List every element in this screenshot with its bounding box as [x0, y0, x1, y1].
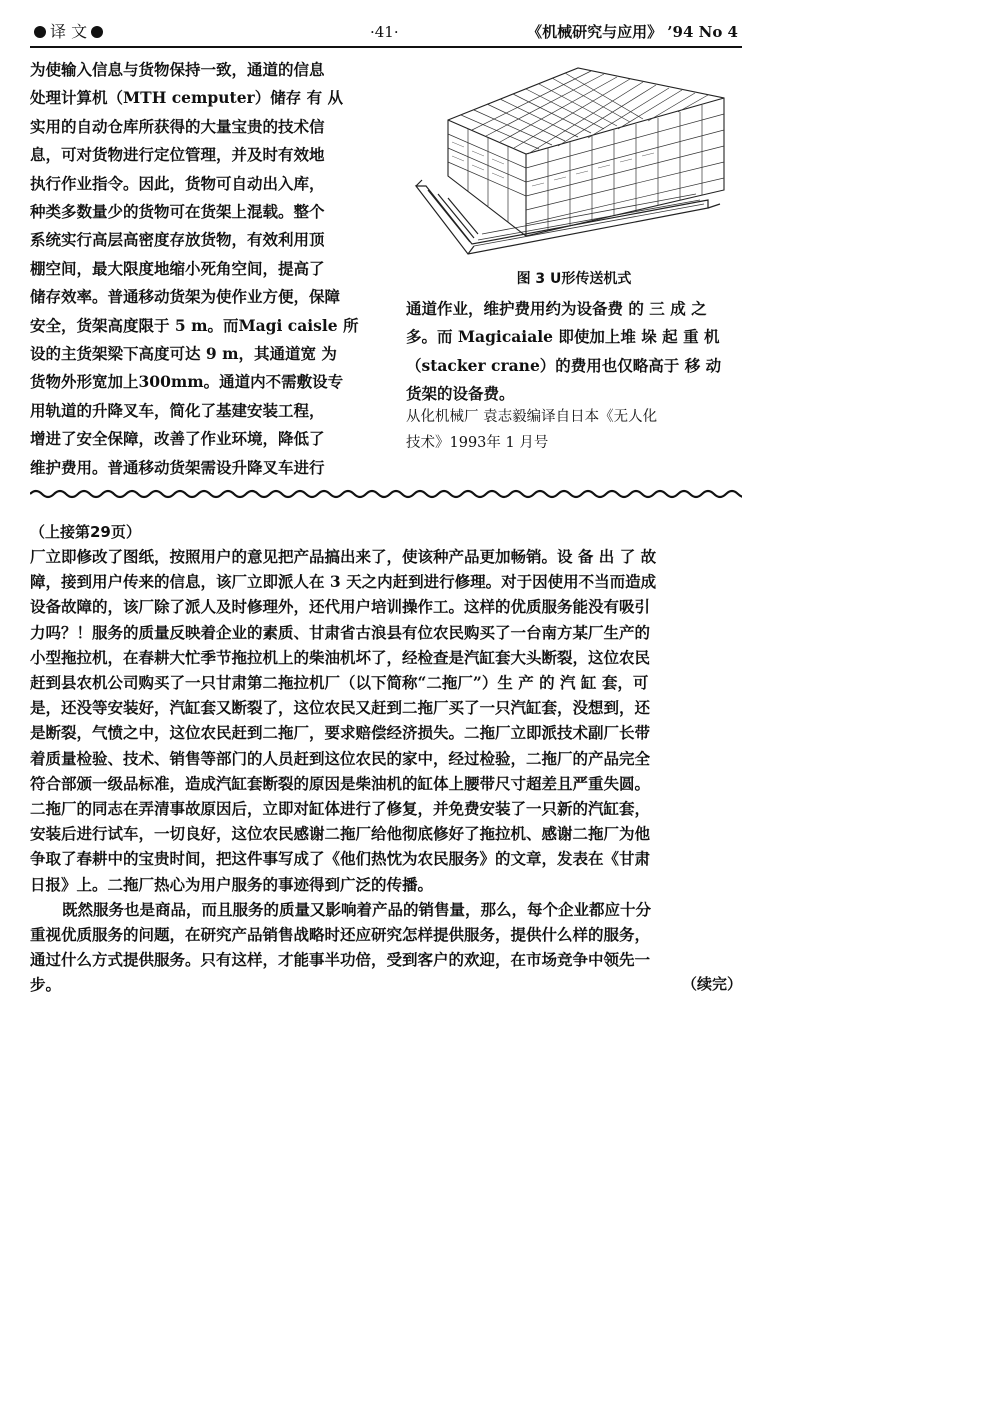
bullet-dot-icon	[34, 26, 46, 38]
journal-title: 《机械研究与应用》 ’94 No 4	[527, 23, 738, 41]
text-line: 执行作业指令。因此，货物可自动出入库，	[30, 173, 325, 193]
section-label	[30, 22, 107, 42]
text-line: 二拖厂的同志在弄清事故原因后，立即对缸体进行了修复，并免费安装了一只新的汽缸套，	[30, 799, 651, 819]
text-line: 既然服务也是商品，而且服务的质量又影响着产品的销售量，那么，每个企业都应十分	[62, 899, 652, 919]
bullet-dot-icon	[91, 26, 103, 38]
continued-heading: （上接第29页）	[30, 523, 141, 541]
text-line: 争取了春耕中的宝贵时间，把这件事写成了《他们热忱为农民服务》的文章，发表在《甘肃	[30, 849, 651, 869]
last-line	[30, 972, 742, 997]
text-line: 增进了安全保障，改善了作业环境，降低了	[30, 429, 325, 449]
text-line: 赶到县农机公司购买了一只甘肃第二拖拉机厂（以下简称“二拖厂”）生 产 的 汽 缸 套，可	[30, 673, 649, 693]
paragraph-2	[30, 897, 742, 998]
continued-article	[30, 520, 742, 998]
text-line: 多。而 Magicaiale 即使加上堆 垛 起 重 机	[406, 327, 720, 347]
warehouse-illustration-icon	[408, 58, 730, 262]
text-line: 是断裂，气愤之中，这位农民赶到二拖厂，要求赔偿经济损失。二拖厂立即派技术副厂长带	[30, 723, 651, 743]
header-rule	[30, 46, 742, 48]
right-column	[406, 295, 742, 409]
text-line: 符合部颁一级品标准，造成汽缸套断裂的原因是柴油机的缸体上腰带尺寸超差且严重失圆。	[30, 773, 651, 793]
text-line: 维护费用。普通移动货架需设升降叉车进行	[30, 457, 325, 477]
text-line: 棚空间，最大限度地缩小死角空间，提高了	[30, 258, 325, 278]
text-line: 力吗？！服务的质量反映着企业的素质、甘肃省古浪县有位农民购买了一台南方某厂生产的	[30, 622, 651, 642]
text-line: 重视优质服务的问题，在研究产品销售战略时还应研究怎样提供服务，提供什么样的服务，	[30, 925, 651, 945]
paragraph-1	[30, 544, 742, 897]
translation-credit	[406, 404, 744, 456]
text-line: 系统实行高层高密度存放货物，有效利用顶	[30, 230, 325, 250]
section-text: 译 文	[50, 22, 88, 41]
text-line: 安全，货架高度限于 5 m。而Magi caisle 所	[30, 315, 359, 335]
text-line: （stacker crane）的费用也仅略高于 移 动	[406, 355, 722, 375]
page-header	[30, 22, 738, 46]
credit-line: 技术》1993年 1 月号	[406, 435, 549, 451]
credit-line: 从化机械厂 袁志毅编译自日本《无人化	[406, 409, 658, 425]
text-line: 设的主货架梁下高度可达 9 m，其通道宽 为	[30, 344, 337, 364]
text-line: 着质量检验、技术、销售等部门的人员赶到这位农民的家中，经过检验，二拖厂的产品完全	[30, 748, 651, 768]
text-line: 货物外形宽加上300mm。通道内不需敷设专	[30, 372, 344, 392]
text-line: 小型拖拉机，在春耕大忙季节拖拉机上的柴油机坏了，经检查是汽缸套大头断裂，这位农民	[30, 647, 651, 667]
text-line: 实用的自动仓库所获得的大量宝贵的技术信	[30, 116, 325, 136]
left-column	[30, 56, 370, 482]
figure-caption: 图 3 U形传送机式	[516, 271, 632, 287]
text-line: 障，接到用户传来的信息，该厂立即派人在 3 天之内赶到进行修理。对于因使用不当而造成	[30, 572, 657, 592]
text-line: 用轨道的升降叉车，简化了基建安装工程，	[30, 400, 325, 420]
text-line: 是，还没等安装好，汽缸套又断裂了，这位农民又赶到二拖厂买了一只汽缸套，没想到，还	[30, 698, 651, 718]
text-line: 步。	[30, 975, 62, 995]
text-line: 通过什么方式提供服务。只有这样，才能事半功倍，受到客户的欢迎，在市场竞争中领先一	[30, 950, 651, 970]
text-line: 设备故障的，该厂除了派人及时修理外，还代用户培训操作工。这样的优质服务能没有吸引	[30, 597, 651, 617]
text-line: 种类多数量少的货物可在货架上混载。整个	[30, 202, 325, 222]
end-mark: （续完）	[681, 975, 742, 994]
text-line: 储存效率。普通移动货架为使作业方便，保障	[30, 287, 341, 307]
text-line: 处理计算机（MTH cemputer）储存 有 从	[30, 88, 344, 108]
text-line: 为使输入信息与货物保持一致，通道的信息	[30, 60, 325, 79]
text-line: 通道作业，维护费用约为设备费 的 三 成 之	[406, 299, 707, 318]
text-line: 货架的设备费。	[406, 384, 515, 404]
text-line: 日报》上。二拖厂热心为用户服务的事迹得到广泛的传播。	[30, 874, 434, 894]
text-line: 厂立即修改了图纸，按照用户的意见把产品搞出来了，使该种产品更加畅销。设 备 出 了 故	[30, 547, 657, 566]
wavy-divider	[30, 486, 742, 502]
text-line: 安装后进行试车，一切良好，这位农民感谢二拖厂给他彻底修好了拖拉机、感谢二拖厂为他	[30, 824, 651, 844]
text-line: 息，可对货物进行定位管理，并及时有效地	[30, 145, 325, 165]
page-number: ·41·	[370, 23, 399, 41]
